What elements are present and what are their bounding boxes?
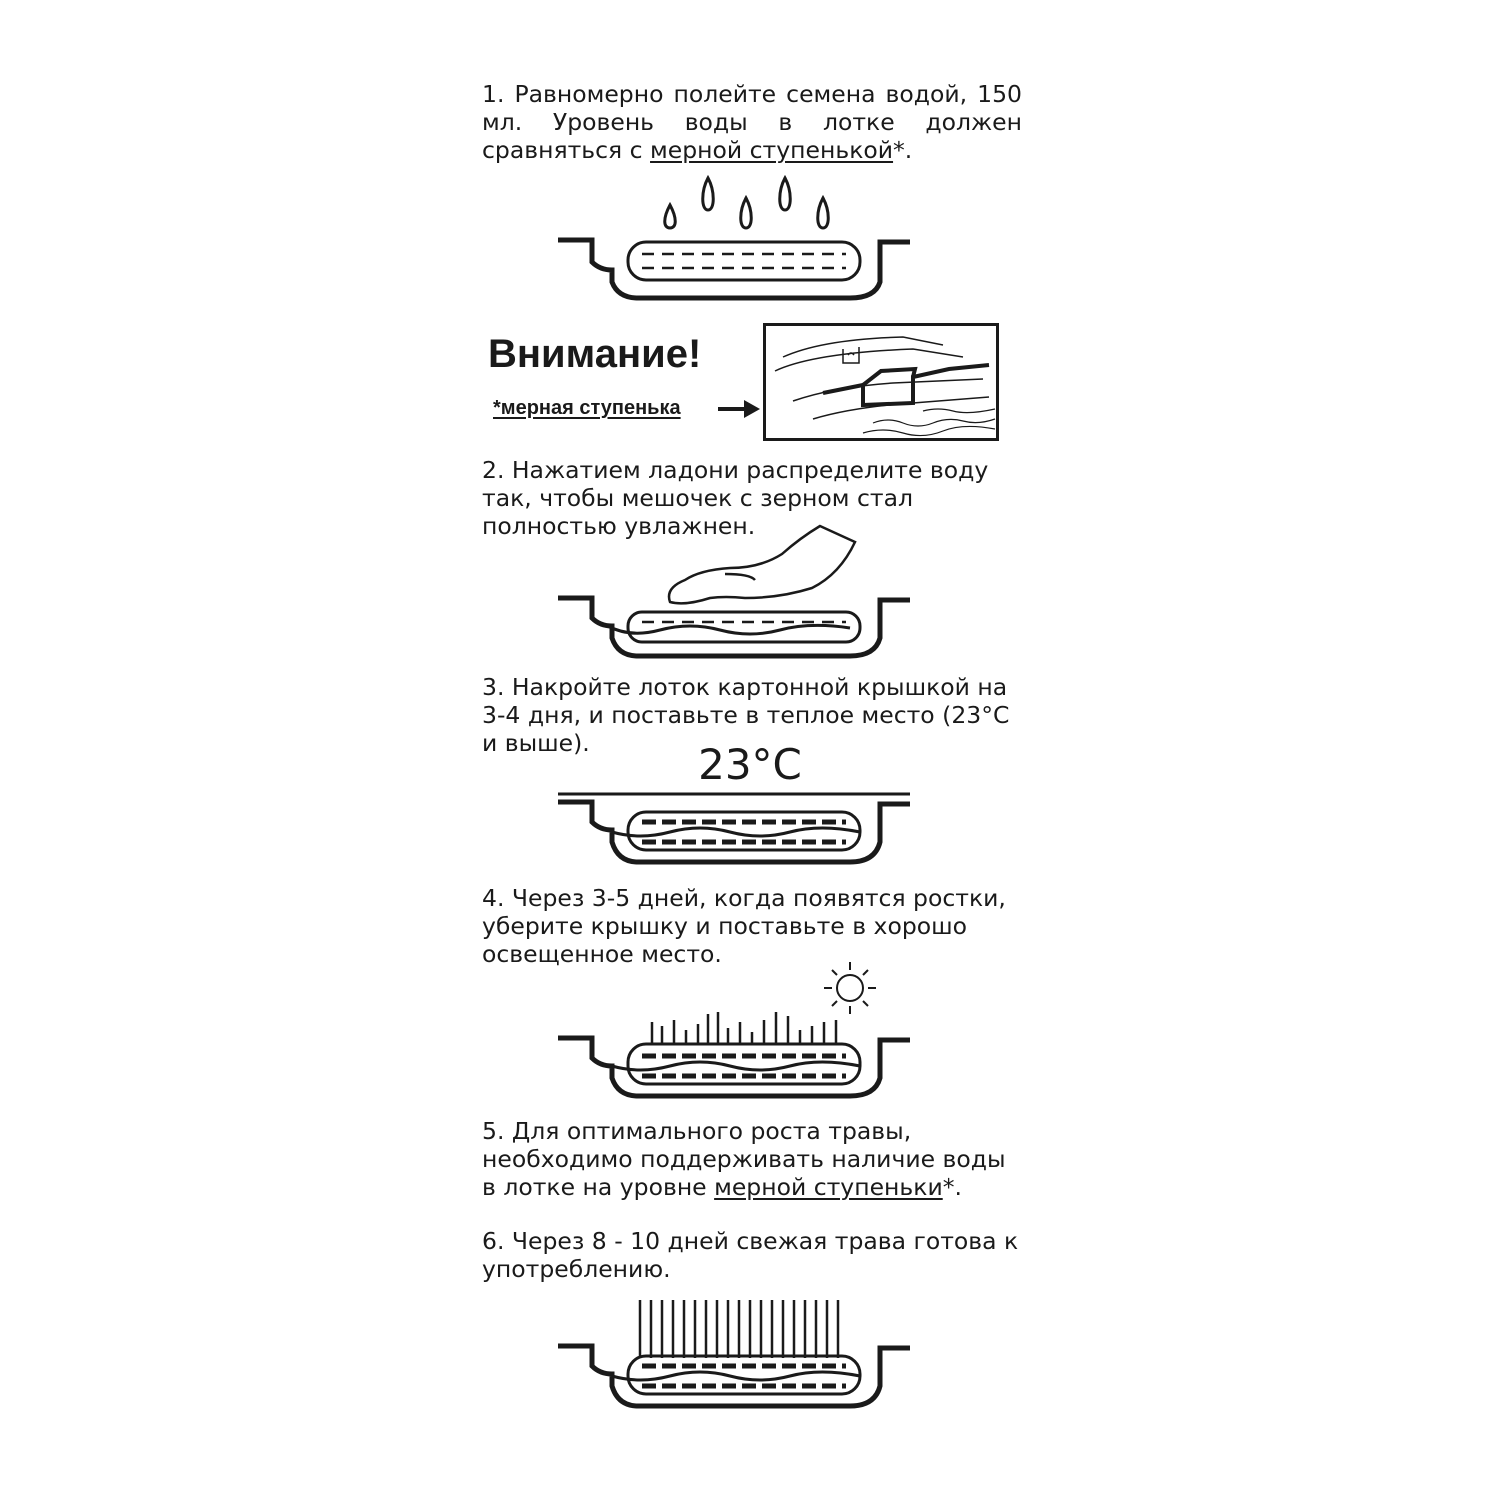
grass-icon	[640, 1300, 838, 1358]
step-4-text: 4. Через 3-5 дней, когда появятся ростки, уберите крышку и поставьте в хорошо освещенное место.	[482, 884, 1006, 968]
step-1-tail: *.	[893, 136, 913, 164]
step-3-text: 3. Накройте лоток картонной крышкой на 3-4 дня, и поставьте в теплое место (23°С и выше).	[482, 673, 1010, 757]
step-5-tail: *.	[942, 1173, 962, 1201]
step-1-measure-step-link: мерной ступенькой	[650, 136, 894, 164]
sprouting-illustration	[550, 958, 920, 1108]
temperature-label: 23°C	[698, 740, 802, 789]
watering-illustration	[550, 170, 920, 310]
grown-grass-illustration	[550, 1296, 920, 1416]
tray-icon	[558, 240, 910, 298]
step-2-text: 2. Нажатием ладони распределите воду так, чтобы мешочек с зерном стал полностью увлажнен.	[482, 456, 989, 540]
step-5-text	[482, 1117, 1022, 1201]
step-1-text	[482, 80, 1022, 164]
covered-tray-illustration	[550, 786, 920, 876]
pressing-illustration	[550, 518, 920, 668]
tray-icon	[558, 1038, 910, 1096]
tray-icon	[558, 598, 910, 656]
water-drops-icon	[665, 178, 829, 228]
measure-step-note: *мерная ступенька	[493, 397, 681, 419]
sprouts-icon	[652, 1012, 836, 1044]
step-5-measure-step-link: мерной ступеньки	[714, 1173, 943, 1201]
warning-title: Внимание!	[488, 332, 702, 376]
hand-icon	[669, 526, 855, 603]
tray-icon	[558, 1346, 910, 1406]
step-1-body: 1. Равномерно полейте семена водой, 150 мл. Уровень воды в лотке должен сравняться с	[482, 80, 1022, 164]
arrow-right-icon	[716, 398, 762, 420]
step-5-body: 5. Для оптимального роста травы, необходимо поддерживать наличие воды в лотке на уровне	[482, 1117, 1006, 1201]
step-6-text: 6. Через 8 - 10 дней свежая трава готова к употреблению.	[482, 1227, 1019, 1283]
tray-icon	[558, 802, 910, 862]
tray-measure-step-illustration	[763, 323, 999, 441]
sun-icon	[824, 962, 876, 1014]
